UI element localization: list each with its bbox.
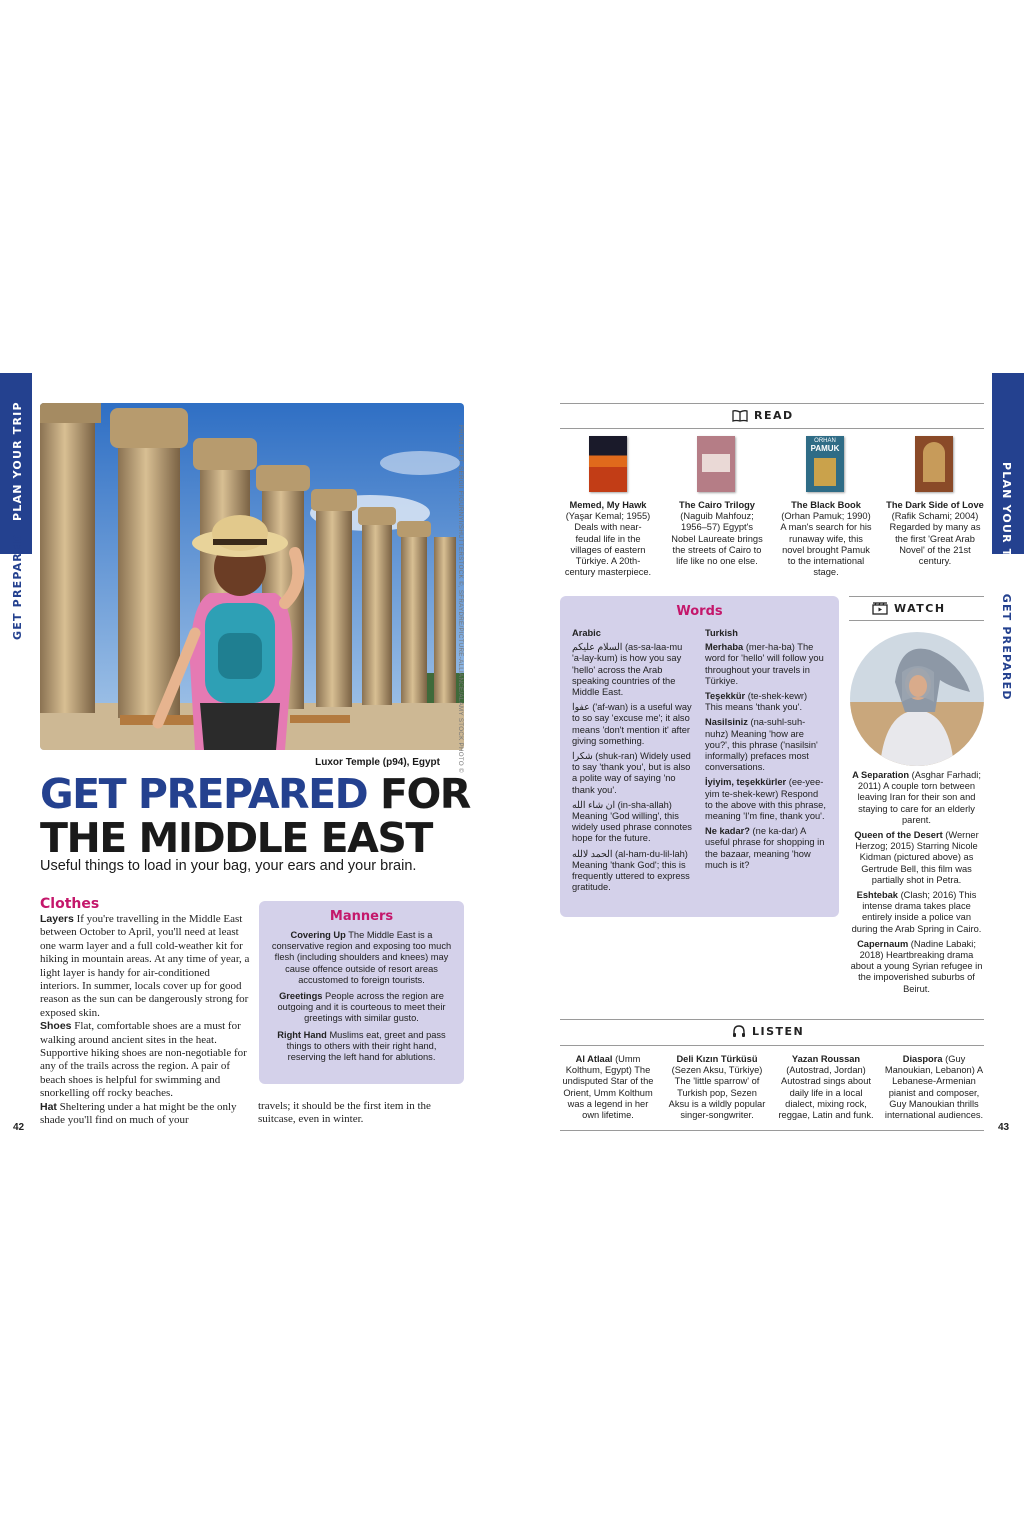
film-icon [872,602,888,615]
book-icon [732,410,748,422]
turkish-phrase: Teşekkür (te-shek-kewr) This means 'thank you'. [705,691,808,713]
watch-header: WATCH [872,602,946,615]
listen-item-yazan-roussan: Yazan Roussan (Autostrad, Jordan) Autostrad sings about daily life in a local dialect, mixing rock, reggae, Latin and funk. [778,1054,874,1121]
arabic-phrase: السلام عليكم (as-sa-laa-mu 'a-lay-kum) is how you say 'hello' across the Arab speaking countries of the Middle East. [572,642,683,698]
listen-item-deli-kizin: Deli Kızın Türküsü (Sezen Aksu, Türkiye) The 'little sparrow' of Turkish pop, Sezen Aksu is a wildly popular singer-songwriter. [668,1054,766,1121]
right-tab-label: PLAN YOUR TRIPGET PREPARED [1000,462,1013,701]
listen-item-al-atlaal: Al Atlaal (Umm Kolthum, Egypt) The undisputed Star of the Orient, Umm Kolthum was a legend in her own lifetime. [562,1054,654,1121]
arabic-phrase: عفوا ('af-wan) is a useful way to so say 'excuse me'; it also means 'don't mention it' after giving something. [572,702,692,746]
listen-rule-top [560,1019,984,1020]
title-line-two: THE MIDDLE EAST [40,814,432,862]
turkish-phrase: Ne kadar? (ne ka-dar) A useful phrase for shopping in the bazaar, meaning 'how much is it? [705,826,825,870]
read-header: READ [732,409,794,422]
film-item: Eshtebak (Clash; 2016) This intense drama takes place entirely inside a police van during the Arab Spring in Cairo. [851,890,982,934]
manners-list [259,924,464,1063]
listen-rule [560,1045,984,1046]
manners-item: Right Hand Muslims eat, greet and pass things to others with their right hand, reserving the left hand for ablutions. [277,1029,446,1063]
read-rule-top [560,403,984,404]
luxor-temple-photo [40,403,464,750]
film-still-queen-of-the-desert [850,632,984,766]
turkish-column: Turkish Merhaba (mer-ha-ba) The word for 'hello' will follow you throughout your travels in Türkiye. Teşekkür (te-shek-kewr) This means 'thank you'. Nasilsiniz (na-suhl-suh-nuhz) Meaning 'how are you?', this phrase ('nasilsin' informally) prefaces most conversations. İyiyim, teşekkürler (ee-yee-yim te-shek-kewr) Respond to the above with this phrase, meaning 'I'm fine, thank you'. Ne kadar? (ne ka-dar) A useful phrase for shopping in the bazaar, meaning 'how much is it? [705,628,826,870]
photo-caption: Luxor Temple (p94), Egypt [315,757,440,768]
arabic-phrase: شكرا (shuk-ran) Widely used to say 'thank you', but is also a polite way of saying 'no thank you'. [572,751,691,795]
watch-rule [849,620,984,621]
book-memed: Memed, My Hawk (Yaşar Kemal; 1955) Deals with near-feudal life in the villages of eastern Türkiye. A 20th-century masterpiece. [564,500,652,578]
headphones-icon [732,1025,746,1038]
photo-credit: FROM LEFT: SERGII FIGURNYI/SHUTTERSTOCK ©, SFRAYDRE/PICTURE-ALLIANCE/ALAMY STOCK PHOTO © [457,425,464,773]
arabic-phrase: الحمد لالله (al-ham-du-lil-lah) Meaning 'thank God'; this is frequently uttered to express gratitude. [572,848,690,893]
turkish-phrase: İyiyim, teşekkürler (ee-yee-yim te-shek-kewr) Respond to the above with this phrase, meaning 'I'm fine, thank you'. [705,777,826,822]
arabic-phrase: ان شاء الله (in-sha-allah) Meaning 'God willing', this widely used phrase connotes hope for the future. [572,799,692,844]
book-dark-side: The Dark Side of Love (Rafik Schami; 2004) Regarded by many as the first 'Great Arab Novel' of the 21st century. [886,500,984,567]
turkish-phrase: Nasilsiniz (na-suhl-suh-nuhz) Meaning 'how are you?', this phrase ('nasilsin' informally) prefaces most conversations. [705,717,818,773]
words-heading: Words [676,604,723,619]
words-box [560,596,839,917]
read-rule [560,428,984,429]
book-cover-dark-side [915,436,953,492]
book-cover-memed [589,436,627,492]
film-still-illustration [850,632,984,766]
manners-item: Greetings People across the region are outgoing and it is courteous to meet their greetings with similar gusto. [277,991,446,1024]
film-item: Capernaum (Nadine Labaki; 2018) Heartbreaking drama about a young Syrian refugee in the impoverished suburbs of Beirut. [850,938,983,994]
watch-list [849,770,984,995]
arabic-column: Arabic السلام عليكم (as-sa-laa-mu 'a-lay-kum) is how you say 'hello' across the Arab speaking countries of the Middle East. عفوا ('af-wan) is a useful way to so say 'excuse me'; it also means 'don't mention it' after giving something. شكرا (shuk-ran) Widely used to say 'thank you', but is also a polite way of saying 'no thank you'. ان شاء الله (in-sha-allah) Meaning 'God willing', this widely used phrase connotes hope for the future. الحمد لالله (al-ham-du-lil-lah) Meaning 'thank God'; this is frequently uttered to express gratitude. [572,628,692,893]
listen-rule-bottom [560,1130,984,1131]
turkish-phrase: Merhaba (mer-ha-ba) The word for 'hello' will follow you throughout your travels in Türkiye. [705,642,824,686]
book-black-book: The Black Book (Orhan Pamuk; 1990) A man's search for his runaway wife, this novel brought Pamuk to the international stage. [780,500,872,578]
temple-illustration [40,403,464,750]
title-part: FOR [367,770,470,818]
film-item: A Separation (Asghar Farhadi; 2011) A couple torn between leaving Iran for their son and staying to care for an elderly parent. [852,770,981,825]
book-cairo-trilogy: The Cairo Trilogy (Naguib Mahfouz; 1956–57) Egypt's Nobel Laureate brings the streets of Cairo to life like no one else. [671,500,763,567]
manners-item: Covering Up The Middle East is a conservative region and exposing too much flesh (including shoulders and knees) may cause offence outside of resort areas accustomed to foreign tourists. [271,930,452,985]
listen-item-diaspora: Diaspora (Guy Manoukian, Lebanon) A Lebanese-Armenian pianist and composer, Guy Manoukian thrills international audiences. [884,1054,984,1121]
watch-rule-top [849,596,984,597]
film-item: Queen of the Desert (Werner Herzog; 2015) Starring Nicole Kidman (pictured above) as Gertrude Bell, this film was partially shot in Petra. [854,830,979,885]
listen-header: LISTEN [732,1025,804,1038]
book-cover-black-book: ORHAN PAMUK [806,436,844,492]
standfirst: Useful things to load in your bag, your ears and your brain. [40,858,417,874]
page-number-right: 43 [998,1122,1010,1133]
book-cover-cairo [697,436,735,492]
manners-heading: Manners [329,909,394,924]
clothes-heading: Clothes [40,896,100,912]
clothes-continued: travels; it should be the first item in the suitcase, even in winter. [258,1100,431,1126]
left-tab-label: GET PREPAREDPLAN YOUR TRIP [11,401,24,640]
clothes-body: Layers If you're travelling in the Middle East between October to April, you'll need at least one warm layer and a full cold-weather kit for hiking in mountain areas. At any time of year, a light layer is handy for air-conditioned interiors. In summer, locals cover up for good reason as the sun can be dangerously strong for exposed skin. Shoes Flat, comfortable shoes are a must for walking around ancient sites in the heat. Supportive hiking shoes are non-negotiable for any of the trails across the region. A pair of beach shoes is helpful for swimming and snorkelling off rocky beaches. Hat Sheltering under a hat might be the only shade you'll find on much of your [40,913,250,1127]
page-number-left: 42 [13,1122,25,1133]
title-highlight: GET PREPARED [40,770,368,818]
page-title [40,772,500,860]
manners-box [259,901,464,1084]
